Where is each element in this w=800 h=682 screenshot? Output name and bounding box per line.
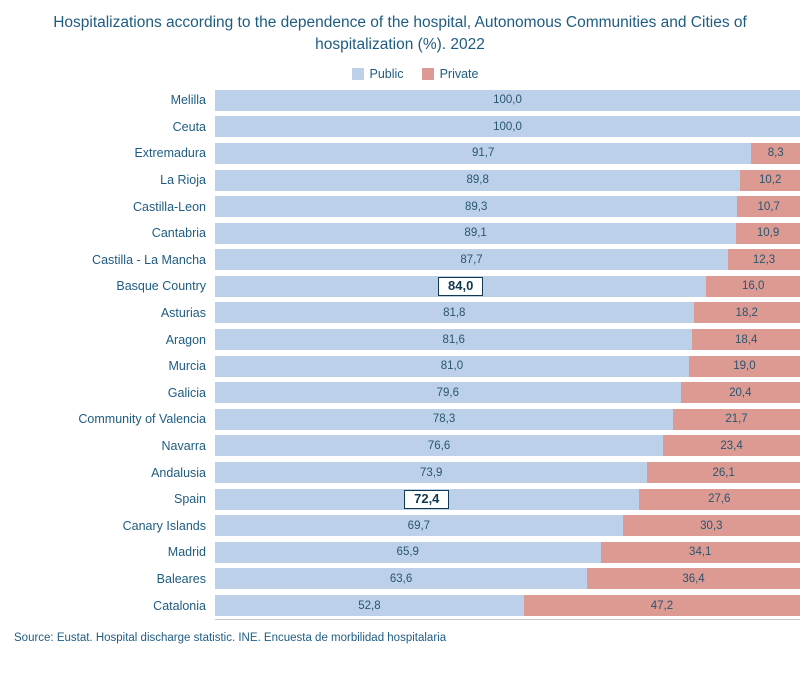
category-label: Baleares [156, 571, 206, 586]
chart-row [0, 140, 800, 167]
bar-segment-public[interactable] [215, 170, 740, 191]
category-label: Ceuta [172, 119, 206, 134]
bar-value-private: 10,9 [756, 227, 780, 240]
bar-segment-public[interactable] [215, 409, 673, 430]
bar-segment-private[interactable] [524, 595, 800, 616]
bar-value-private: 10,2 [758, 174, 782, 187]
chart-row [0, 326, 800, 353]
bar-value-public: 76,6 [427, 439, 451, 452]
bar-value-public: 81,0 [440, 360, 464, 373]
bar-segment-private[interactable] [706, 276, 800, 297]
category-label: Canary Islands [122, 518, 206, 533]
stacked-bar [215, 435, 800, 456]
bar-segment-private[interactable] [681, 382, 800, 403]
chart-row [0, 247, 800, 274]
bar-value-private: 34,1 [689, 546, 712, 559]
bar-segment-public[interactable] [215, 143, 751, 164]
bar-value-private: 27,6 [708, 493, 731, 506]
bar-value-public: 73,9 [419, 466, 443, 479]
bar-value-public: 84,0 [438, 277, 483, 296]
bar-segment-public[interactable] [215, 329, 692, 350]
chart-row [0, 114, 800, 141]
bar-value-private: 23,4 [720, 439, 743, 452]
bar-value-public: 89,3 [465, 200, 488, 213]
bar-value-private: 30,3 [700, 519, 723, 532]
bar-segment-private[interactable] [736, 223, 800, 244]
bar-segment-public[interactable] [215, 356, 689, 377]
category-label: Catalonia [153, 598, 206, 613]
bar-value-private: 26,1 [712, 466, 735, 479]
bar-value-public: 52,8 [358, 599, 381, 612]
bar-segment-private[interactable] [673, 409, 800, 430]
bar-value-public: 81,8 [443, 306, 466, 319]
stacked-bar [215, 489, 800, 510]
chart-row [0, 300, 800, 327]
bar-segment-private[interactable] [647, 462, 800, 483]
bar-value-private: 10,7 [757, 200, 780, 213]
bar-segment-public[interactable] [215, 489, 639, 510]
chart-row [0, 512, 800, 539]
bar-segment-private[interactable] [740, 170, 800, 191]
category-label: Castilla - La Mancha [92, 252, 206, 267]
stacked-bar [215, 356, 800, 377]
bar-segment-private[interactable] [694, 302, 800, 323]
bar-segment-public[interactable] [215, 515, 623, 536]
bar-segment-private[interactable] [692, 329, 800, 350]
chart-baseline [215, 619, 800, 620]
bar-value-public: 78,3 [432, 413, 456, 426]
stacked-bar [215, 329, 800, 350]
bar-segment-public[interactable] [215, 90, 800, 111]
bar-segment-public[interactable] [215, 382, 681, 403]
bar-value-private: 36,4 [682, 572, 705, 585]
bar-value-private: 21,7 [725, 413, 748, 426]
bar-segment-private[interactable] [639, 489, 800, 510]
category-label: Galicia [167, 385, 206, 400]
chart-row [0, 486, 800, 513]
stacked-bar [215, 462, 800, 483]
stacked-bar [215, 409, 800, 430]
chart-row [0, 379, 800, 406]
bar-segment-public[interactable] [215, 116, 800, 137]
bar-value-private: 20,4 [729, 386, 752, 399]
bar-value-private: 18,4 [734, 333, 758, 346]
chart-row [0, 167, 800, 194]
category-label: Basque Country [116, 279, 206, 294]
bar-value-public: 72,4 [404, 490, 449, 509]
stacked-bar [215, 90, 800, 111]
category-label: Extremadura [134, 146, 206, 161]
bar-segment-public[interactable] [215, 249, 728, 270]
legend-label-public: Public [369, 66, 404, 81]
chart-row [0, 459, 800, 486]
bar-segment-private[interactable] [623, 515, 800, 536]
bar-value-public: 63,6 [389, 572, 413, 585]
bar-segment-public[interactable] [215, 276, 706, 297]
legend-label-private: Private [439, 66, 479, 81]
category-label: Andalusia [151, 465, 206, 480]
bar-value-private: 19,0 [733, 360, 756, 373]
bar-value-private: 16,0 [741, 280, 765, 293]
stacked-bar [215, 223, 800, 244]
bar-segment-public[interactable] [215, 196, 737, 217]
bar-segment-private[interactable] [601, 542, 800, 563]
chart-plot-area [0, 87, 800, 619]
category-label: Navarra [161, 438, 206, 453]
category-label: Community of Valencia [78, 412, 206, 427]
source-note: Source: Eustat. Hospital discharge statistic. INE. Encuesta de morbilidad hospitalaria [14, 631, 447, 644]
bar-segment-public[interactable] [215, 568, 587, 589]
legend-item-public[interactable] [352, 67, 404, 81]
bar-segment-public[interactable] [215, 462, 647, 483]
category-label: Madrid [167, 545, 206, 560]
stacked-bar [215, 302, 800, 323]
bar-segment-public[interactable] [215, 542, 601, 563]
bar-value-public: 100,0 [493, 120, 522, 133]
stacked-bar [215, 143, 800, 164]
legend-swatch-private [422, 68, 434, 80]
stacked-bar [215, 196, 800, 217]
stacked-bar [215, 515, 800, 536]
stacked-bar [215, 382, 800, 403]
category-label: Asturias [160, 305, 206, 320]
bar-segment-public[interactable] [215, 302, 694, 323]
category-label: Murcia [168, 359, 206, 374]
bar-value-public: 91,7 [472, 147, 495, 160]
chart-row [0, 433, 800, 460]
bar-value-public: 87,7 [460, 253, 483, 266]
bar-value-public: 100,0 [493, 94, 522, 107]
chart-legend [30, 67, 800, 81]
category-label: Castilla-Leon [133, 199, 206, 214]
bar-value-private: 8,3 [767, 147, 784, 160]
chart-row [0, 220, 800, 247]
stacked-bar [215, 542, 800, 563]
stacked-bar [215, 595, 800, 616]
chart-row [0, 566, 800, 593]
bar-value-private: 12,3 [752, 253, 776, 266]
bar-value-private: 18,2 [735, 306, 758, 319]
bar-segment-private[interactable] [663, 435, 800, 456]
category-label: Melilla [170, 93, 206, 108]
stacked-bar [215, 276, 800, 297]
stacked-bar [215, 568, 800, 589]
stacked-bar [215, 116, 800, 137]
bar-segment-private[interactable] [751, 143, 800, 164]
bar-segment-private[interactable] [689, 356, 800, 377]
bar-segment-public[interactable] [215, 595, 524, 616]
chart-row [0, 539, 800, 566]
bar-value-public: 89,8 [466, 174, 489, 187]
bar-segment-private[interactable] [728, 249, 800, 270]
bar-value-public: 81,6 [442, 333, 465, 346]
stacked-bar [215, 170, 800, 191]
bar-segment-private[interactable] [587, 568, 800, 589]
bar-value-public: 69,7 [407, 519, 431, 532]
chart-row [0, 273, 800, 300]
chart-row [0, 592, 800, 619]
legend-item-private[interactable] [422, 67, 479, 81]
bar-value-private: 47,2 [650, 599, 674, 612]
legend-swatch-public [352, 68, 364, 80]
category-label: Spain [174, 492, 206, 507]
category-label: Aragon [165, 332, 206, 347]
category-label: Cantabria [151, 226, 206, 241]
chart-row [0, 353, 800, 380]
bar-segment-public[interactable] [215, 435, 663, 456]
page-title: Hospitalizations according to the dependence of the hospital, Autonomous Communities and Cities of hospitalization (%). 2022 [53, 14, 747, 54]
bar-segment-private[interactable] [737, 196, 800, 217]
bar-value-public: 89,1 [464, 227, 487, 240]
chart-row [0, 406, 800, 433]
bar-value-public: 79,6 [436, 386, 460, 399]
category-label: La Rioja [160, 173, 206, 188]
bar-segment-public[interactable] [215, 223, 736, 244]
chart-row [0, 193, 800, 220]
stacked-bar [215, 249, 800, 270]
chart-row [0, 87, 800, 114]
bar-value-public: 65,9 [396, 546, 419, 559]
